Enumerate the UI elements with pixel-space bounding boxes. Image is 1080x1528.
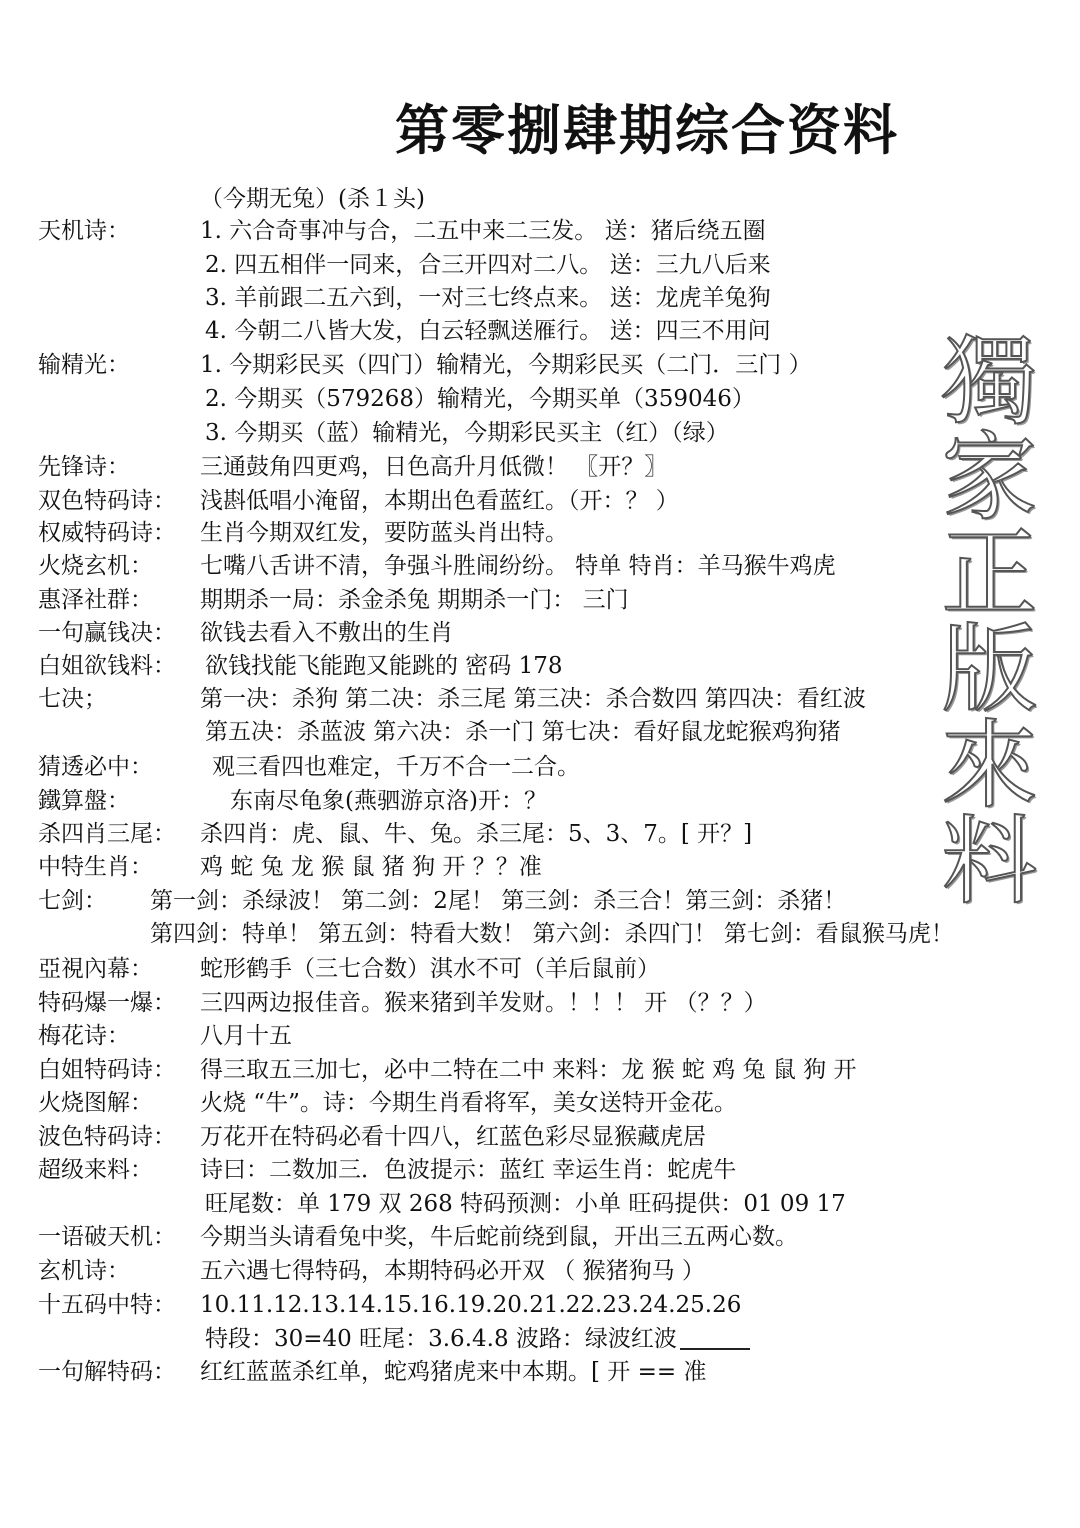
text-row [0, 752, 1080, 782]
row-text: 观三看四也难定，千万不合一二合。 [212, 754, 580, 780]
row-text: 旺尾数：单 179 双 268 特码预测：小单 旺码提供：01 09 17 [205, 1191, 846, 1217]
watermark-stamp: 獨家正版來料 [926, 330, 1038, 906]
row-label: 玄机诗： [38, 1258, 130, 1284]
row-text: 八月十五 [200, 1023, 292, 1049]
text-row [0, 384, 1080, 414]
row-text: 第五决：杀蓝波 第六决：杀一门 第七决：看好鼠龙蛇猴鸡狗猪 [205, 719, 841, 745]
row-label: 惠泽社群： [38, 587, 153, 613]
text-row [0, 1189, 1080, 1219]
row-text: 红红蓝蓝杀红单，蛇鸡猪虎来中本期。[ 开 == 准 [200, 1359, 707, 1385]
row-text: 欲钱找能飞能跑又能跳的 密码 178 [205, 653, 563, 679]
text-row [0, 350, 1080, 380]
row-text: 10.11.12.13.14.15.16.19.20.21.22.23.24.25.26 [200, 1292, 742, 1318]
text-row [0, 518, 1080, 548]
row-label: 火烧图解： [38, 1090, 153, 1116]
row-label: 七决； [38, 686, 107, 712]
text-row [0, 684, 1080, 714]
text-row [0, 283, 1080, 313]
row-label: 超级来料： [38, 1157, 153, 1183]
row-label: 鐵算盤： [38, 788, 130, 814]
row-label: 梅花诗： [38, 1023, 130, 1049]
text-row [0, 786, 1080, 816]
row-text: 第一剑：杀绿波！ 第二剑：2尾！ 第三剑：杀三合！第三剑：杀猪！ [150, 888, 847, 914]
text-row [0, 585, 1080, 615]
row-label: 权威特码诗： [38, 520, 176, 546]
row-text: 生肖今期双红发，要防蓝头肖出特。 [200, 520, 568, 546]
row-text: 得三取五三加七，必中二特在二中 来料：龙 猴 蛇 鸡 兔 鼠 狗 开 [200, 1057, 857, 1083]
text-row [0, 452, 1080, 482]
row-text: 3. 今期买（蓝）输精光，今期彩民买主（红）（绿） [205, 420, 729, 446]
text-row [0, 1088, 1080, 1118]
row-text: 1. 六合奇事冲与合，二五中来二三发。 送：猪后绕五圈 [200, 218, 766, 244]
row-text: 万花开在特码必看十四八，红蓝色彩尽显猴藏虎居 [200, 1124, 706, 1150]
row-text: 三通鼓角四更鸡，日色高升月低微！ 〖开？〗 [200, 454, 668, 480]
page-title: 第零捌肆期综合资料 [395, 98, 899, 162]
text-row [0, 1055, 1080, 1085]
row-text: 火烧 “牛”。诗：今期生肖看将军，美女送特开金花。 [200, 1090, 737, 1116]
row-text: 2. 四五相伴一同来，合三开四对二八。 送：三九八后来 [205, 252, 771, 278]
row-label: 火烧玄机： [38, 553, 153, 579]
row-label: 一语破天机： [38, 1224, 176, 1250]
row-label: 白姐欲钱料： [38, 653, 176, 679]
text-row [0, 551, 1080, 581]
row-label: 先锋诗： [38, 454, 130, 480]
row-text: 欲钱去看入不敷出的生肖 [200, 620, 453, 646]
row-text: 五六遇七得特码，本期特码必开双 （ 猴猪狗马 ） [200, 1258, 705, 1284]
row-label: 一句赢钱决： [38, 620, 176, 646]
row-text: 鸡 蛇 兔 龙 猴 鼠 猪 狗 开 ？？准 [200, 854, 542, 880]
text-row [0, 1222, 1080, 1252]
text-row [0, 316, 1080, 346]
row-label: 特码爆一爆： [38, 990, 176, 1016]
row-text: 浅斟低唱小淹留，本期出色看蓝红。（开：？ ） [200, 488, 679, 514]
row-label: 天机诗： [38, 218, 130, 244]
row-label: 波色特码诗： [38, 1124, 176, 1150]
text-row [0, 1324, 1080, 1354]
text-row [0, 618, 1080, 648]
row-text: 期期杀一局：杀金杀兔 期期杀一门： 三门 [200, 587, 629, 613]
text-row [0, 250, 1080, 280]
row-text: 杀四肖：虎、鼠、牛、兔。杀三尾：5、3、7。[ 开？] [200, 821, 753, 847]
row-label: 双色特码诗： [38, 488, 176, 514]
row-text: 第四剑：特单！ 第五剑：特看大数！ 第六剑：杀四门！ 第七剑：看鼠猴马虎！ [150, 921, 954, 947]
row-text: 蛇形鹤手（三七合数）淇水不可（羊后鼠前） [200, 956, 660, 982]
text-row [0, 886, 1080, 916]
text-row [0, 954, 1080, 984]
text-row [0, 819, 1080, 849]
row-label: 猜透必中： [38, 754, 153, 780]
row-label: 亞視內幕： [38, 956, 153, 982]
text-row [0, 988, 1080, 1018]
row-text: 4. 今朝二八皆大发，白云轻飘送雁行。 送：四三不用问 [205, 318, 771, 344]
row-label: 十五码中特： [38, 1292, 176, 1318]
text-row [0, 1021, 1080, 1051]
text-row [0, 216, 1080, 246]
text-row [0, 1290, 1080, 1320]
row-text: 今期当头请看兔中奖，牛后蛇前绕到鼠，开出三五两心数。 [200, 1224, 798, 1250]
underline-divider [680, 1348, 750, 1350]
row-label: 七剑： [38, 888, 107, 914]
row-label: 输精光： [38, 352, 130, 378]
text-row [0, 717, 1080, 747]
text-row [0, 486, 1080, 516]
text-row [0, 919, 1080, 949]
row-label: 中特生肖： [38, 854, 153, 880]
row-text: 诗曰：二数加三．色波提示：蓝红 幸运生肖：蛇虎牛 [200, 1157, 737, 1183]
row-text: 特段：30=40 旺尾：3.6.4.8 波路：绿波红波 [205, 1326, 677, 1352]
row-text: 第一决：杀狗 第二决：杀三尾 第三决：杀合数四 第四决：看红波 [200, 686, 866, 712]
text-row [0, 852, 1080, 882]
row-text: 七嘴八舌讲不清，争强斗胜闹纷纷。 特单 特肖：羊马猴牛鸡虎 [200, 553, 836, 579]
row-text: 1. 今期彩民买（四门）输精光，今期彩民买（二门．三门 ） [200, 352, 812, 378]
text-row [0, 1357, 1080, 1387]
row-text: 东南尽龟象(燕驷游京洛)开：？ [230, 788, 547, 814]
text-row [0, 1256, 1080, 1286]
row-text: 3. 羊前跟二五六到，一对三七终点来。 送：龙虎羊兔狗 [205, 285, 771, 311]
text-row [0, 651, 1080, 681]
text-row [0, 1155, 1080, 1185]
text-row [0, 418, 1080, 448]
row-text: 2. 今期买（579268）输精光，今期买单（359046） [205, 386, 755, 412]
page-subtitle: （今期无兔）(杀１头) [200, 186, 425, 212]
row-label: 杀四肖三尾： [38, 821, 176, 847]
row-label: 白姐特码诗： [38, 1057, 176, 1083]
text-row [0, 1122, 1080, 1152]
row-label: 一句解特码： [38, 1359, 176, 1385]
row-text: 三四两边报佳音。猴来猪到羊发财。！！！ 开 （？？） [200, 990, 767, 1016]
